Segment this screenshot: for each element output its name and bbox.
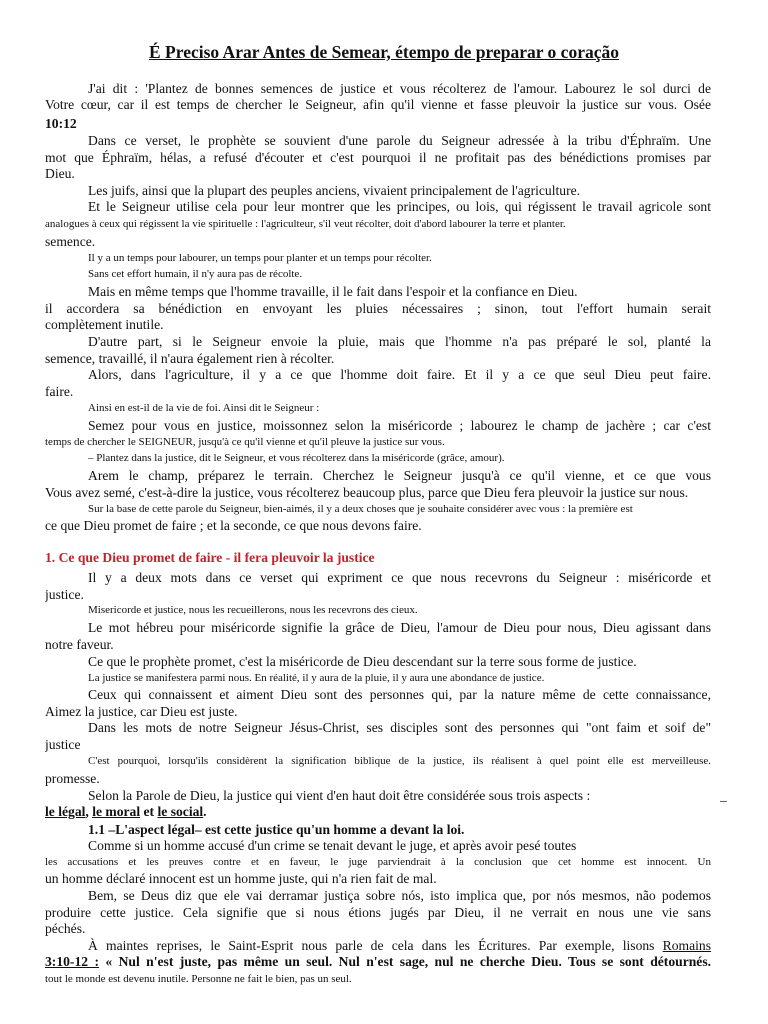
page-title: É Preciso Arar Antes de Semear, étempo de preparar o coração — [149, 42, 619, 62]
text-line: promesse. — [45, 771, 100, 786]
text-line: Semez pour vous en justice, moissonnez selon la miséricorde ; labourez le champ de jachère ; car c'est — [88, 418, 711, 433]
text-line: Misericorde et justice, nous les recueillerons, nous les recevrons des cieux. — [88, 604, 418, 616]
text-line: Selon la Parole de Dieu, la justice qui vient d'en haut doit être considérée sous trois aspects : — [88, 788, 591, 803]
aspect-moral: le moral — [92, 804, 141, 819]
aspect-legal: le légal — [45, 804, 86, 819]
text-span: À maintes reprises, le Saint-Esprit nous parle de cela dans les Écritures. Par exemple, lisons — [88, 938, 663, 953]
text-line: Dieu. — [45, 166, 75, 181]
text-line: tout le monde est devenu inutile. Personne ne fait le bien, pas un seul. — [45, 973, 352, 985]
scripture-reference: Romains — [662, 938, 711, 953]
text-line: semence. — [45, 234, 96, 249]
text-line: Bem, se Deus diz que ele vai derramar justiça sobre nós, isto implica que, por nós mesmos, não podemos — [88, 888, 711, 903]
text-line: D'autre part, si le Seigneur envoie la pluie, mais que l'homme n'a pas préparé le sol, planté la — [88, 334, 711, 349]
separator: , — [85, 804, 93, 819]
text-line: Mais en même temps que l'homme travaille, il le fait dans l'espoir et la confiance en Dieu. — [88, 284, 578, 299]
text-line: J'ai dit : 'Plantez de bonnes semences de justice et vous récolterez de l'amour. Labourez le sol durci de — [88, 81, 711, 96]
text-line: justice — [45, 737, 81, 752]
text-line: mot que Éphraïm, hélas, a refusé d'écouter et c'est pourquoi il ne profitait pas des bénédictions promises par — [45, 150, 711, 165]
text-line: ce que Dieu promet de faire ; et la seconde, ce que nous devons faire. — [45, 518, 422, 533]
text-line: Votre cœur, car il est temps de chercher le Seigneur, afin qu'il vienne et fasse pleuvoir la justice sur vous. Osée — [45, 97, 711, 112]
text-line: un homme déclaré innocent est un homme juste, qui n'a rien fait de mal. — [45, 871, 437, 886]
text-line: Les juifs, ainsi que la plupart des peuples anciens, vivaient principalement de l'agriculture. — [88, 183, 581, 198]
text-line: Et le Seigneur utilise cela pour leur montrer que les principes, ou lois, qui régissent le travail agricole sont — [88, 199, 711, 214]
text-line: Aimez la justice, car Dieu est juste. — [45, 704, 238, 719]
text-line: C'est pourquoi, lorsqu'ils considèrent la signification biblique de la justice, ils réalisent à quel point elle est merveilleuse. — [88, 755, 711, 767]
text-line: – Plantez dans la justice, dit le Seigneur, et vous récolterez dans la miséricorde (grâce, amour). — [88, 452, 505, 464]
text-line: Il y a un temps pour labourer, un temps pour planter et un temps pour récolter. — [88, 252, 432, 264]
separator: et — [140, 804, 158, 819]
aspect-social: le social — [157, 804, 204, 819]
aspects-line — [45, 803, 711, 820]
text-line: Ceux qui connaissent et aiment Dieu sont des personnes qui, par la nature même de cette connaissance, — [88, 687, 711, 702]
scripture-reference: 3:10-12 : — [45, 954, 99, 969]
text-line: Dans ce verset, le prophète se souvient d'une parole du Seigneur adressée à la tribu d'Éphraïm. Une — [88, 133, 711, 148]
section-heading: 1. Ce que Dieu promet de faire - il fera pleuvoir la justice — [45, 550, 375, 565]
text-line: temps de chercher le SEIGNEUR, jusqu'à ce qu'il vienne et qu'il pleuve la justice sur vous. — [45, 436, 445, 448]
text-line: faire. — [45, 384, 74, 399]
scripture-quote-line — [45, 953, 711, 970]
text-line: produire cette justice. Cela signifie que si nous étions jugés par Dieu, il ne verrait en nous une vie sans — [45, 905, 711, 920]
text-line: semence, travaillé, il n'aura également rien à récolter. — [45, 351, 335, 366]
text-line: Le mot hébreu pour miséricorde signifie la grâce de Dieu, l'amour de Dieu pour nous, Dieu agissant dans — [88, 620, 711, 635]
text-line: Ainsi en est-il de la vie de foi. Ainsi dit le Seigneur : — [88, 402, 320, 414]
text-line: Dans les mots de notre Seigneur Jésus-Christ, ses disciples sont des personnes qui "ont faim et soif de" — [88, 720, 711, 735]
period: . — [203, 804, 207, 819]
text-line: les accusations et les preuves contre et en faveur, le juge parviendrait à la conclusion que cet homme est innocent. Un — [45, 856, 711, 868]
text-line: péchés. — [45, 921, 86, 936]
text-line: _ — [720, 788, 727, 803]
text-line: La justice se manifestera parmi nous. En réalité, il y aura de la pluie, il y aura une abondance de justice. — [88, 672, 545, 684]
text-line: Ce que le prophète promet, c'est la miséricorde de Dieu descendant sur la terre sous forme de justice. — [88, 654, 637, 669]
text-line: Vous avez semé, c'est-à-dire la justice, vous récolterez beaucoup plus, parce que Dieu fera pleuvoir la justice sur nous. — [45, 485, 689, 500]
text-line: notre faveur. — [45, 637, 114, 652]
text-line: justice. — [45, 587, 84, 602]
text-line: Sur la base de cette parole du Seigneur, bien-aimés, il y a deux choses que je souhaite considérer avec vous : la première est — [88, 503, 633, 515]
text-line: il accordera sa bénédiction en envoyant les pluies nécessaires ; sinon, tout l'effort humain serait — [45, 301, 711, 316]
text-line: Arem le champ, préparez le terrain. Cherchez le Seigneur jusqu'à ce qu'il vienne, et ce que vous — [88, 468, 711, 483]
text-line: 10:12 — [45, 116, 77, 131]
text-line: Comme si un homme accusé d'un crime se tenait devant le juge, et après avoir pesé toutes — [88, 838, 577, 853]
text-line: Il y a deux mots dans ce verset qui expriment ce que nous recevrons du Seigneur : miséricorde et — [88, 570, 711, 585]
text-line: Alors, dans l'agriculture, il y a ce que l'homme doit faire. Et il y a ce que seul Dieu peut faire. — [88, 367, 711, 382]
text-line — [88, 937, 711, 954]
text-line: complètement inutile. — [45, 317, 164, 332]
scripture-quote: « Nul n'est juste, pas même un seul. Nul n'est sage, nul ne cherche Dieu. Tous se sont détournés. — [98, 954, 711, 969]
text-line: analogues à ceux qui régissent la vie spirituelle : l'agriculteur, s'il veut récolter, doit d'abord labourer la terre et planter. — [45, 218, 566, 230]
subsection-heading: 1.1 –L'aspect légal– est cette justice qu'un homme a devant la loi. — [88, 822, 465, 837]
text-line: Sans cet effort humain, il n'y aura pas de récolte. — [88, 268, 303, 280]
